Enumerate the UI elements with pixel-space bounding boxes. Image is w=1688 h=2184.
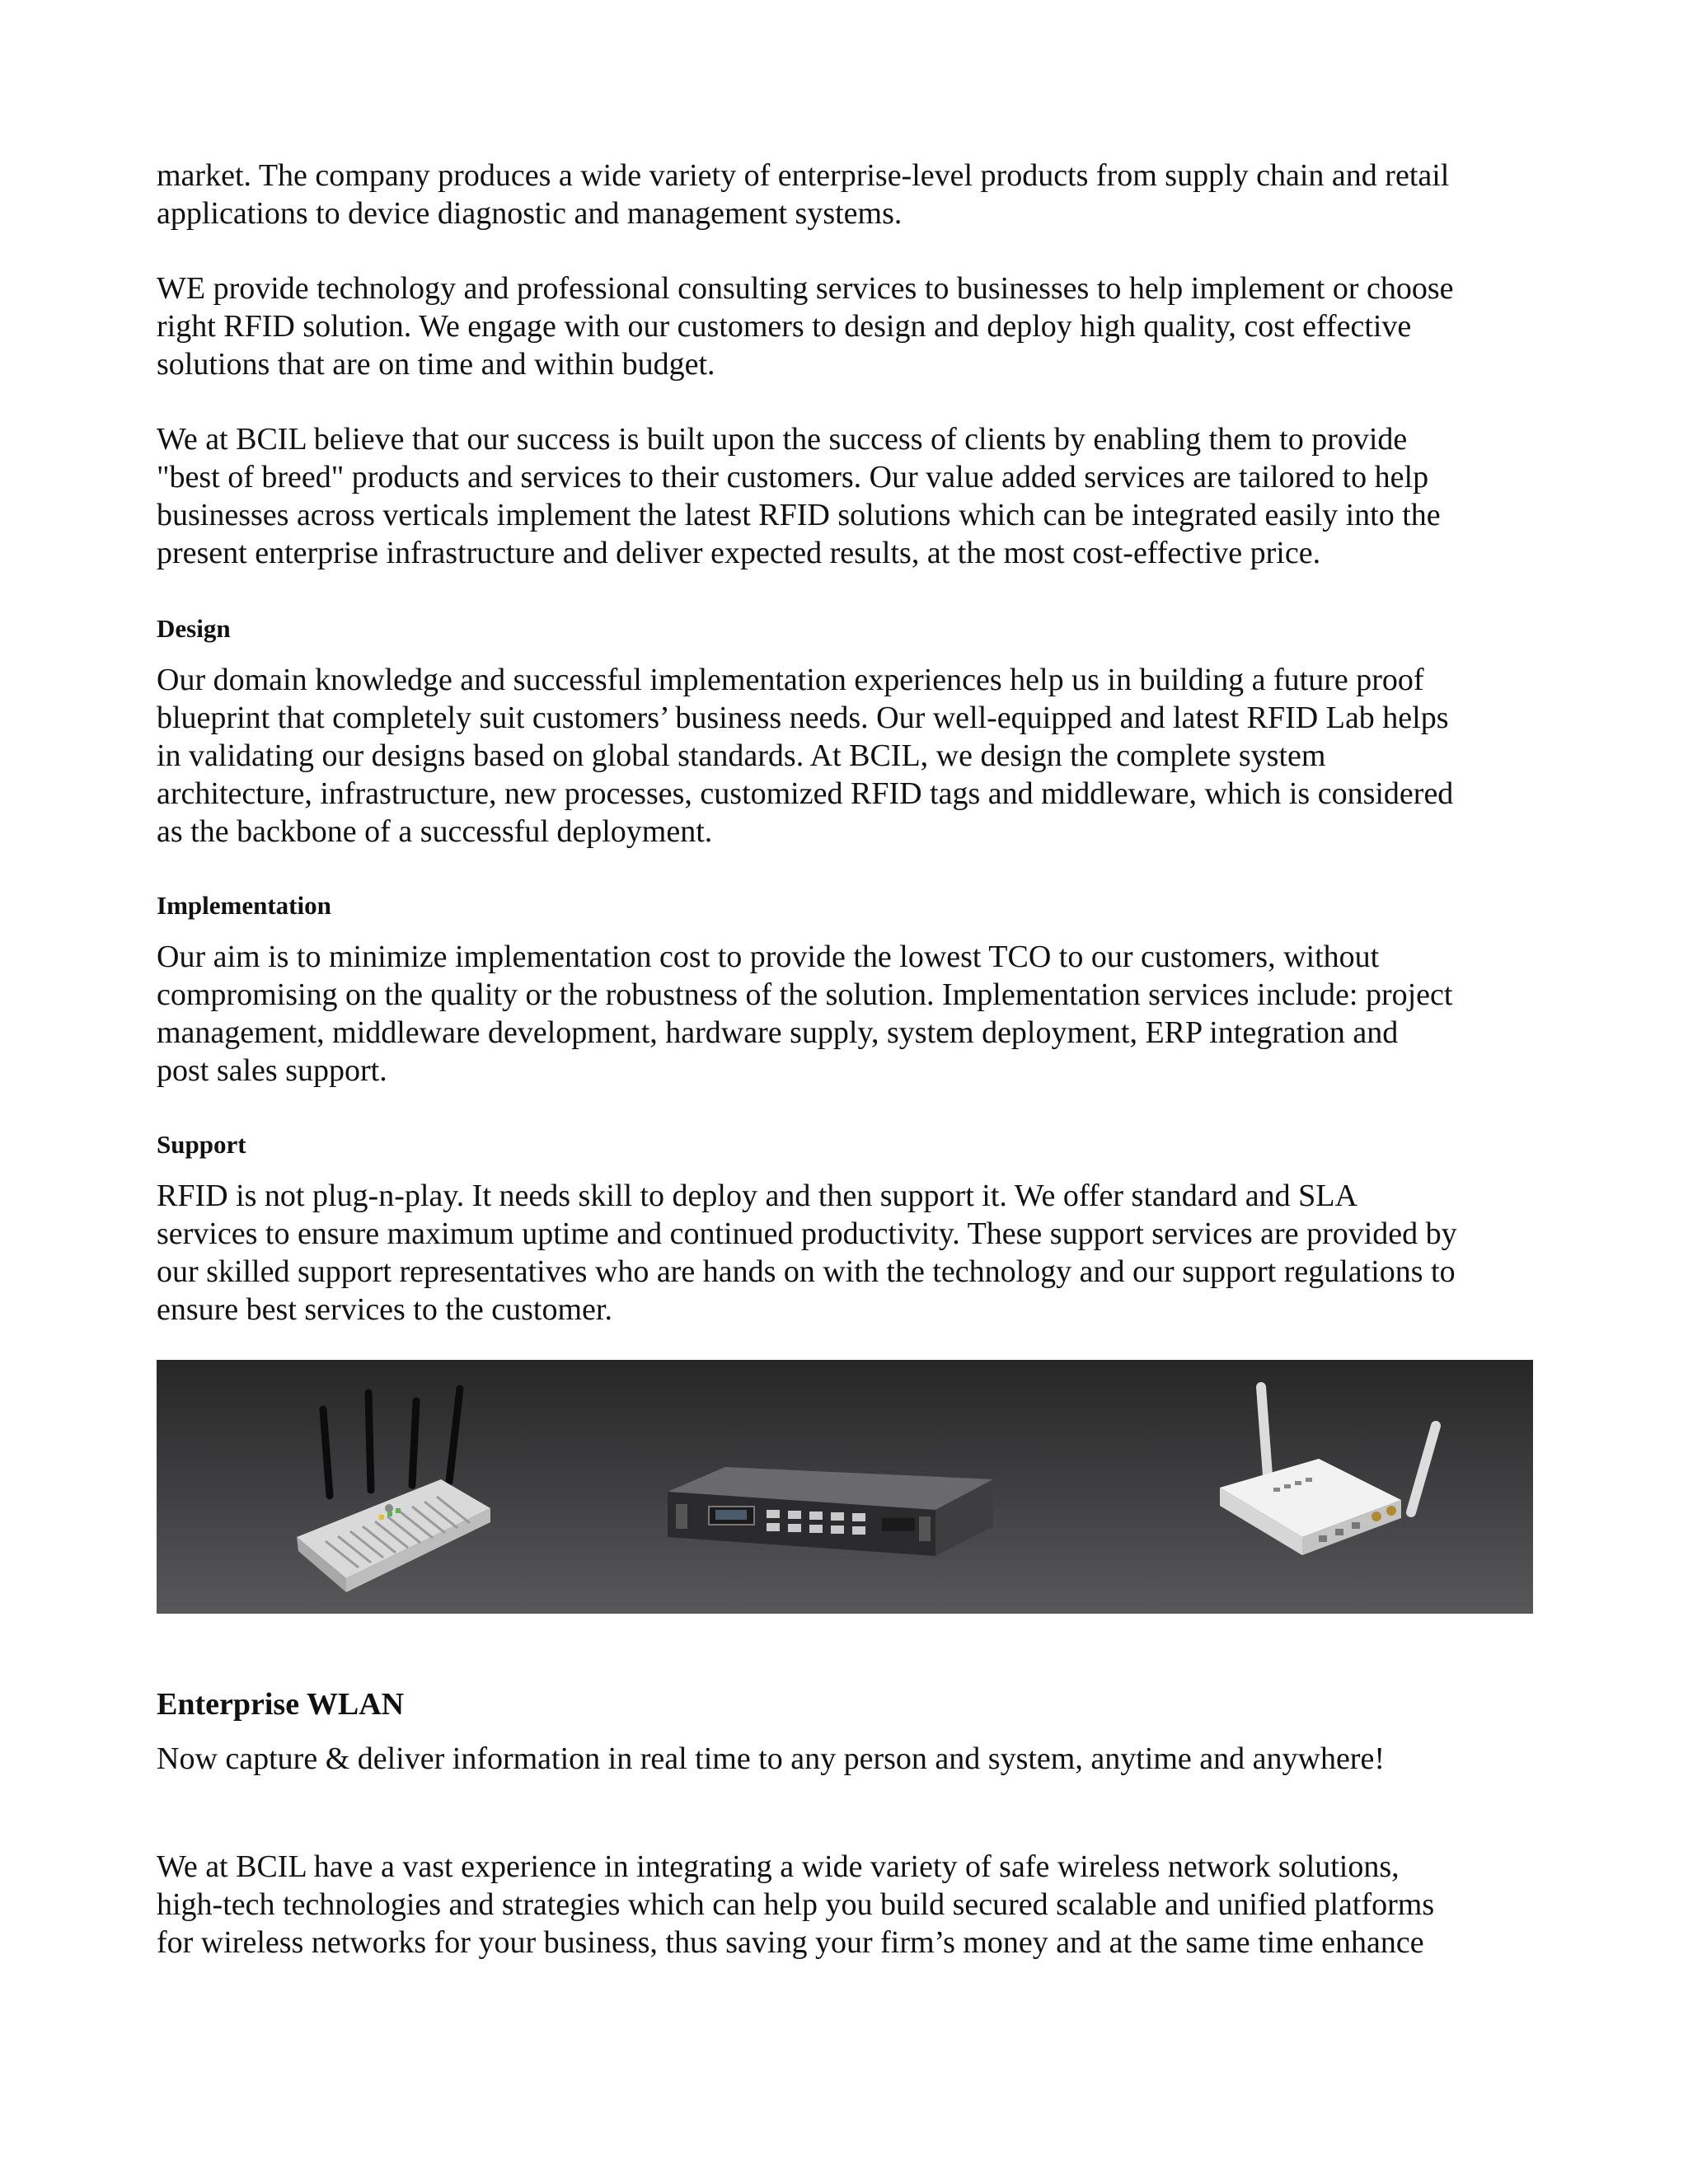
- design-heading: Design: [157, 614, 231, 643]
- text-line: solutions that are on time and within budget.: [157, 347, 715, 382]
- text-line: architecture, infrastructure, new processes, customized RFID tags and middleware, which is considered: [157, 776, 1454, 811]
- text-line: "best of breed" products and services to their customers. Our value added services are tailored to help: [157, 460, 1429, 494]
- text-line: in validating our designs based on global standards. At BCIL, we design the complete system: [157, 738, 1326, 773]
- implementation-paragraph: [157, 938, 1533, 1090]
- text-line: WE provide technology and professional consulting services to businesses to help implement or choose: [157, 271, 1454, 306]
- text-line: We at BCIL believe that our success is built upon the success of clients by enabling them to provide: [157, 422, 1408, 457]
- text-line: market. The company produces a wide variety of enterprise-level products from supply chain and retail: [157, 158, 1450, 193]
- text-line: compromising on the quality or the robustness of the solution. Implementation services include: project: [157, 977, 1453, 1012]
- text-line: high-tech technologies and strategies which can help you build secured scalable and unified platforms: [157, 1887, 1435, 1922]
- intro-paragraph-3: [157, 420, 1533, 572]
- text-line: businesses across verticals implement the latest RFID solutions which can be integrated easily into the: [157, 498, 1441, 532]
- text-line: services to ensure maximum uptime and continued productivity. These support services are provided by: [157, 1216, 1457, 1251]
- text-line: for wireless networks for your business, thus saving your firm’s money and at the same time enhance: [157, 1925, 1424, 1960]
- text-line: post sales support.: [157, 1053, 387, 1088]
- enterprise-wlan-heading: Enterprise WLAN: [157, 1687, 405, 1722]
- text-line: applications to device diagnostic and management systems.: [157, 196, 903, 231]
- text-line: ensure best services to the customer.: [157, 1292, 612, 1327]
- wlan-paragraph: [157, 1848, 1533, 1961]
- text-line: right RFID solution. We engage with our customers to design and deploy high quality, cost effective: [157, 309, 1412, 344]
- design-paragraph: [157, 661, 1533, 851]
- text-line: present enterprise infrastructure and deliver expected results, at the most cost-effective price.: [157, 536, 1321, 570]
- wireless-router-icon: [1195, 1380, 1459, 1586]
- product-banner-image: [157, 1360, 1533, 1614]
- document-page: [157, 157, 1533, 1961]
- support-paragraph: [157, 1177, 1533, 1329]
- text-line: Our aim is to minimize implementation cost to provide the lowest TCO to our customers, without: [157, 940, 1380, 974]
- rack-appliance-icon: [651, 1459, 997, 1582]
- text-line: as the backbone of a successful deployment.: [157, 814, 713, 849]
- text-line: Our domain knowledge and successful implementation experiences help us in building a future proof: [157, 663, 1424, 697]
- support-heading: Support: [157, 1130, 246, 1159]
- implementation-heading: Implementation: [157, 891, 331, 920]
- text-line: management, middleware development, hardware supply, system deployment, ERP integration and: [157, 1015, 1399, 1050]
- wlan-tagline: [157, 1740, 1533, 1778]
- text-line: RFID is not plug-n-play. It needs skill to deploy and then support it. We offer standard and SLA: [157, 1179, 1357, 1213]
- text-line: Now capture & deliver information in real time to any person and system, anytime and anywhere!: [157, 1741, 1385, 1776]
- text-line: blueprint that completely suit customers’ business needs. Our well-equipped and latest RFID Lab helps: [157, 701, 1449, 735]
- rfid-reader-icon: [280, 1376, 503, 1607]
- intro-paragraph-1: [157, 157, 1533, 232]
- intro-paragraph-2: [157, 269, 1533, 383]
- text-line: our skilled support representatives who are hands on with the technology and our support regulations to: [157, 1254, 1456, 1289]
- text-line: We at BCIL have a vast experience in integrating a wide variety of safe wireless network solutions,: [157, 1849, 1400, 1884]
